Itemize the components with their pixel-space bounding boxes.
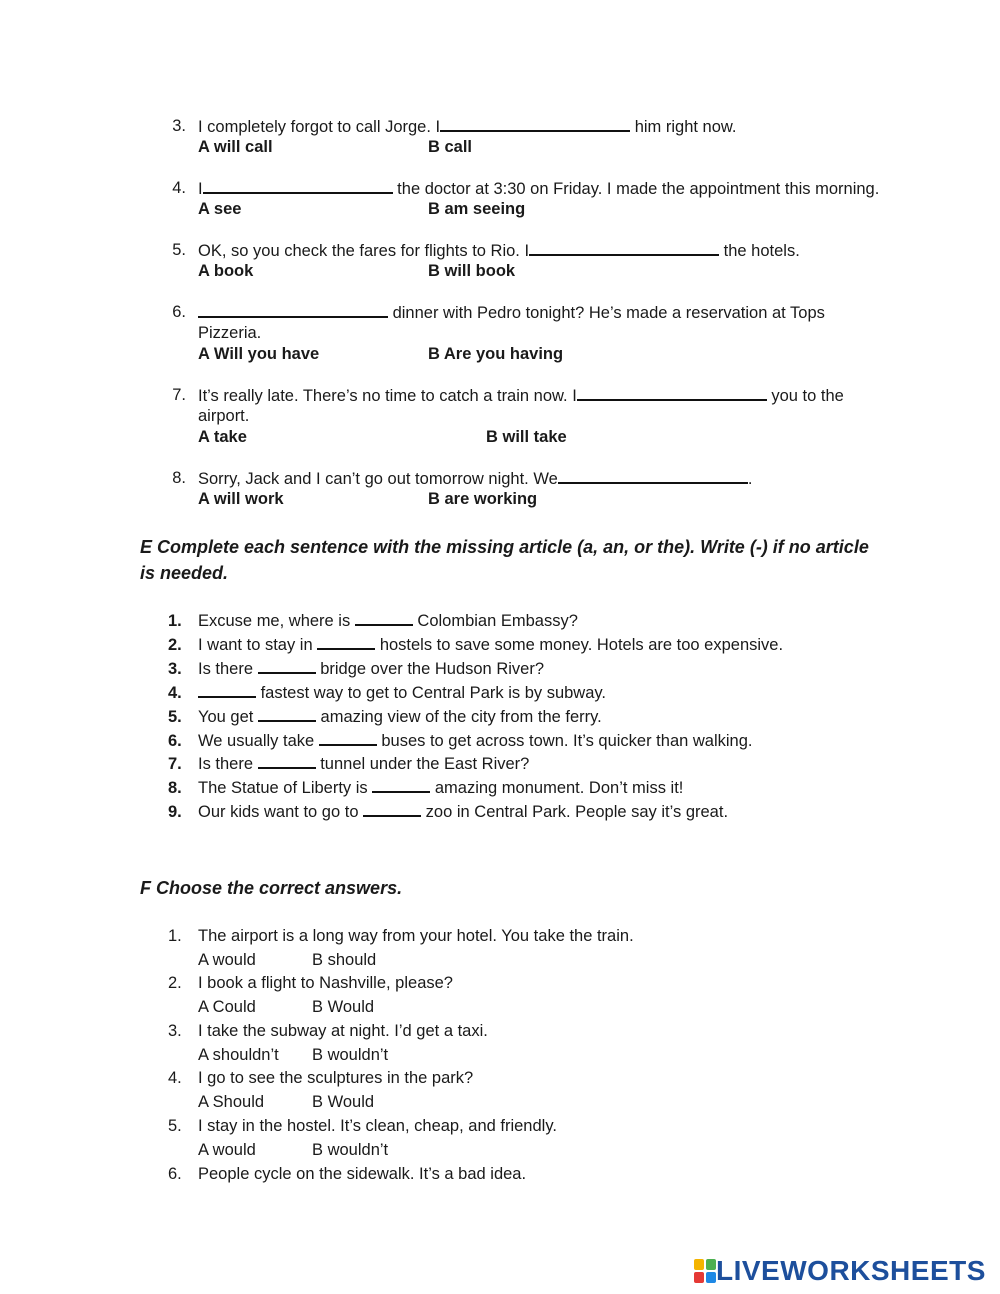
option-a[interactable]: A would (198, 951, 256, 969)
question-number: 4. (172, 179, 186, 197)
answer-blank[interactable] (317, 634, 375, 650)
question-text: you to the (766, 387, 844, 405)
list-item: 4. fastest way to get to Central Park is by subway. (168, 684, 607, 702)
list-item: 3. Is there bridge over the Hudson River? (168, 660, 544, 678)
option-a[interactable]: A Could (198, 998, 256, 1016)
question-text: dinner with Pedro tonight? He’s made a reservation at Tops (388, 304, 825, 322)
option-b[interactable]: B will book (428, 262, 516, 280)
question-text-continued: Pizzeria. (198, 324, 262, 342)
question-text: It’s really late. There’s no time to catch a train now. I (198, 387, 577, 405)
section-e-heading: E Complete each sentence with the missing article (a, an, or the). Write (-) if no article is needed. (140, 537, 869, 583)
answer-blank[interactable] (440, 116, 630, 132)
question-text: the hotels. (719, 242, 800, 260)
option-a[interactable]: A Should (198, 1093, 265, 1111)
list-item: 2. I want to stay in hostels to save some money. Hotels are too expensive. (168, 636, 784, 654)
answer-blank[interactable] (355, 610, 413, 626)
option-b[interactable]: B wouldn’t (312, 1141, 389, 1159)
answer-blank[interactable] (258, 753, 316, 769)
option-b[interactable]: B should (312, 951, 377, 969)
answer-blank[interactable] (198, 682, 256, 698)
list-item: 2. I book a flight to Nashville, please? (168, 974, 453, 992)
answer-blank[interactable] (258, 706, 316, 722)
question-text: . (747, 470, 753, 488)
question-number: 8. (172, 469, 186, 487)
liveworksheets-logo (694, 1256, 986, 1286)
list-item: 1. Excuse me, where is Colombian Embassy? (168, 612, 578, 630)
question-number: 5. (172, 241, 186, 259)
section-f-heading: F Choose the correct answers. (140, 878, 403, 898)
option-b[interactable]: B Are you having (428, 345, 564, 363)
list-item: 5. I stay in the hostel. It’s clean, cheap, and friendly. (168, 1117, 557, 1135)
list-item: 9. Our kids want to go to zoo in Central Park. People say it’s great. (168, 803, 729, 821)
option-a[interactable]: A Will you have (198, 345, 320, 363)
question-text: him right now. (630, 118, 737, 136)
option-a[interactable]: A book (198, 262, 254, 280)
option-b[interactable]: B Would (312, 998, 375, 1016)
option-b[interactable]: B call (428, 138, 473, 156)
list-item: 1. The airport is a long way from your hotel. You take the train. (168, 927, 634, 945)
logo-text: LIVEWORKSHEETS (716, 1255, 986, 1286)
option-b[interactable]: B will take (486, 428, 567, 446)
question-text-continued: airport. (198, 407, 250, 425)
question-number: 3. (172, 117, 186, 135)
answer-blank[interactable] (558, 468, 748, 484)
question-4 (168, 178, 948, 199)
answer-blank[interactable] (203, 178, 393, 194)
answer-blank[interactable] (363, 801, 421, 817)
question-6 (168, 302, 948, 344)
answer-blank[interactable] (258, 658, 316, 674)
question-text: OK, so you check the fares for flights to Rio. I (198, 242, 530, 260)
question-number: 7. (172, 386, 186, 404)
list-item: 3. I take the subway at night. I’d get a taxi. (168, 1022, 488, 1040)
option-a[interactable]: A will call (198, 138, 273, 156)
question-number: 6. (172, 303, 186, 321)
option-a[interactable]: A see (198, 200, 242, 218)
option-a[interactable]: A shouldn’t (198, 1046, 279, 1064)
list-item: 4. I go to see the sculptures in the park? (168, 1069, 474, 1087)
answer-blank[interactable] (529, 240, 719, 256)
list-item: 6. People cycle on the sidewalk. It’s a bad idea. (168, 1165, 527, 1183)
option-b[interactable]: B am seeing (428, 200, 526, 218)
option-b[interactable]: B wouldn’t (312, 1046, 389, 1064)
list-item: 5. You get amazing view of the city from the ferry. (168, 708, 602, 726)
option-a[interactable]: A would (198, 1141, 256, 1159)
option-b[interactable]: B Would (312, 1093, 375, 1111)
answer-blank[interactable] (577, 385, 767, 401)
option-b[interactable]: B are working (428, 490, 538, 508)
question-text: the doctor at 3:30 on Friday. I made the appointment this morning. (392, 180, 880, 198)
question-5 (168, 240, 948, 261)
question-8 (168, 468, 948, 489)
list-item: 7. Is there tunnel under the East River? (168, 755, 530, 773)
question-3 (168, 116, 948, 158)
logo-icon (694, 1258, 716, 1284)
answer-blank[interactable] (372, 777, 430, 793)
option-a[interactable]: A will work (198, 490, 284, 508)
option-a[interactable]: A take (198, 428, 247, 446)
answer-blank[interactable] (198, 302, 388, 318)
question-7 (168, 385, 948, 427)
list-item: 8. The Statue of Liberty is amazing monument. Don’t miss it! (168, 779, 684, 797)
question-text: I completely forgot to call Jorge. I (198, 118, 441, 136)
answer-blank[interactable] (319, 730, 377, 746)
list-item: 6. We usually take buses to get across town. It’s quicker than walking. (168, 732, 753, 750)
question-text: Sorry, Jack and I can’t go out tomorrow night. We (198, 470, 558, 488)
question-text: I (198, 180, 203, 198)
